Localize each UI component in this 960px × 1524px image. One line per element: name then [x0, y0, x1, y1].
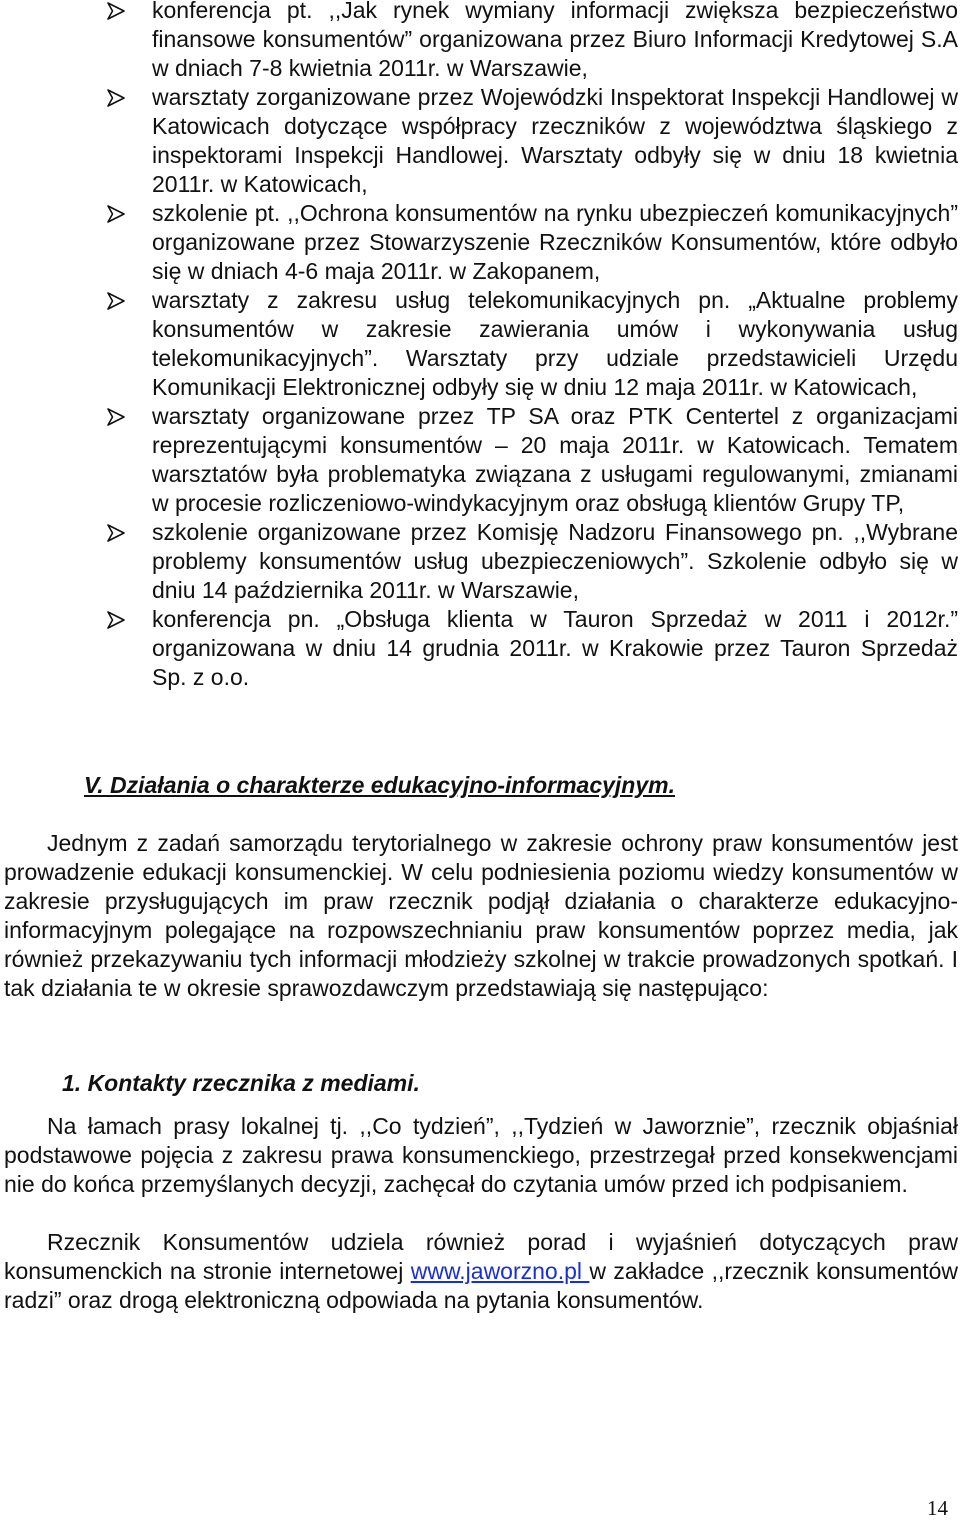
website-paragraph-text: Rzecznik Konsumentów udziela również porad i wyjaśnień dotyczących praw konsumenckich na stronie internetowej	[4, 1229, 958, 1284]
arrowhead-bullet-icon	[106, 402, 128, 431]
list-item	[0, 199, 960, 286]
list-item-text: warsztaty z zakresu usług telekomunikacyjnych pn. „Aktualne problemy konsumentów w zakresie zawierania umów i wykonywania usług telekomunikacyjnych”. Warsztaty przy udziale przedstawicieli Urzędu Komunikacji Elektronicznej odbyły się w dniu 12 maja 2011r. w Katowicach,	[152, 287, 958, 400]
page-number: 14	[927, 1496, 948, 1520]
list-item-text: konferencja pt. ,,Jak rynek wymiany informacji zwiększa bezpieczeństwo finansowe konsumentów” organizowana przez Biuro Informacji Kredytowej S.A w dniach 7-8 kwietnia 2011r. w Warszawie,	[152, 0, 958, 81]
arrowhead-bullet-icon	[106, 199, 128, 228]
website-link[interactable]: www.jaworzno.pl	[410, 1258, 590, 1284]
intro-paragraph: Jednym z zadań samorządu terytorialnego w zakresie ochrony praw konsumentów jest prowadzenie edukacji konsumenckiej. W celu podniesienia poziomu wiedzy konsumentów w zakresie przysługujących im praw rzecznik podjął działania o charakterze edukacyjno-informacyjnym polegające na rozpowszechnianiu praw konsumentów poprzez media, jak również przekazywaniu tych informacji młodzieży szkolnej w trakcie prowadzonych spotkań. I tak działania te w okresie sprawozdawczym przedstawiają się następująco:	[4, 830, 958, 1001]
sub-heading: 1. Kontakty rzecznika z mediami.	[62, 1070, 420, 1096]
list-item	[0, 518, 960, 605]
website-paragraph-text-end: w zakładce ,,rzecznik konsumentów radzi” oraz drogą elektroniczną odpowiada na pytania konsumentów.	[4, 1258, 958, 1313]
list-item-text: warsztaty zorganizowane przez Wojewódzki Inspektorat Inspekcji Handlowej w Katowicach dotyczące współpracy rzeczników z województwa śląskiego z inspektorami Inspekcji Handlowej. Warsztaty odbyły się w dniu 18 kwietnia 2011r. w Katowicach,	[152, 84, 958, 197]
website-paragraph	[4, 1228, 958, 1315]
list-item-text: warsztaty organizowane przez TP SA oraz PTK Centertel z organizacjami reprezentującymi konsumentów – 20 maja 2011r. w Katowicach. Tematem warsztatów była problematyka związana z usługami regulowanymi, zmianami w procesie rozliczeniowo-windykacyjnym oraz obsługą klientów Grupy TP,	[152, 403, 958, 516]
list-item	[0, 402, 960, 518]
media-paragraph: Na łamach prasy lokalnej tj. ,,Co tydzień”, ,,Tydzień w Jaworznie”, rzecznik objaśniał podstawowe pojęcia z zakresu prawa konsumenckiego, przestrzegał przed konsekwencjami nie do końca przemyślanych decyzji, zachęcał do czytania umów przed ich podpisaniem.	[4, 1113, 958, 1197]
list-item-text: szkolenie pt. ,,Ochrona konsumentów na rynku ubezpieczeń komunikacyjnych” organizowane przez Stowarzyszenie Rzeczników Konsumentów, które odbyło się w dniach 4-6 maja 2011r. w Zakopanem,	[152, 200, 958, 284]
list-item-text: konferencja pn. „Obsługa klienta w Tauron Sprzedaż w 2011 i 2012r.” organizowana w dniu 14 grudnia 2011r. w Krakowie przez Tauron Sprzedaż Sp. z o.o.	[152, 606, 958, 690]
arrowhead-bullet-icon	[106, 0, 128, 25]
section-heading: V. Działania o charakterze edukacyjno-informacyjnym.	[84, 772, 675, 798]
list-item	[0, 605, 960, 692]
list-item	[0, 286, 960, 402]
arrowhead-bullet-icon	[106, 286, 128, 315]
list-item	[0, 0, 960, 83]
arrowhead-bullet-icon	[106, 83, 128, 112]
list-item-text: szkolenie organizowane przez Komisję Nadzoru Finansowego pn. ,,Wybrane problemy konsumentów usług ubezpieczeniowych”. Szkolenie odbyło się w dniu 14 października 2011r. w Warszawie,	[152, 519, 958, 603]
list-item	[0, 83, 960, 199]
arrowhead-bullet-icon	[106, 518, 128, 547]
arrowhead-bullet-icon	[106, 605, 128, 634]
event-list	[0, 0, 960, 692]
